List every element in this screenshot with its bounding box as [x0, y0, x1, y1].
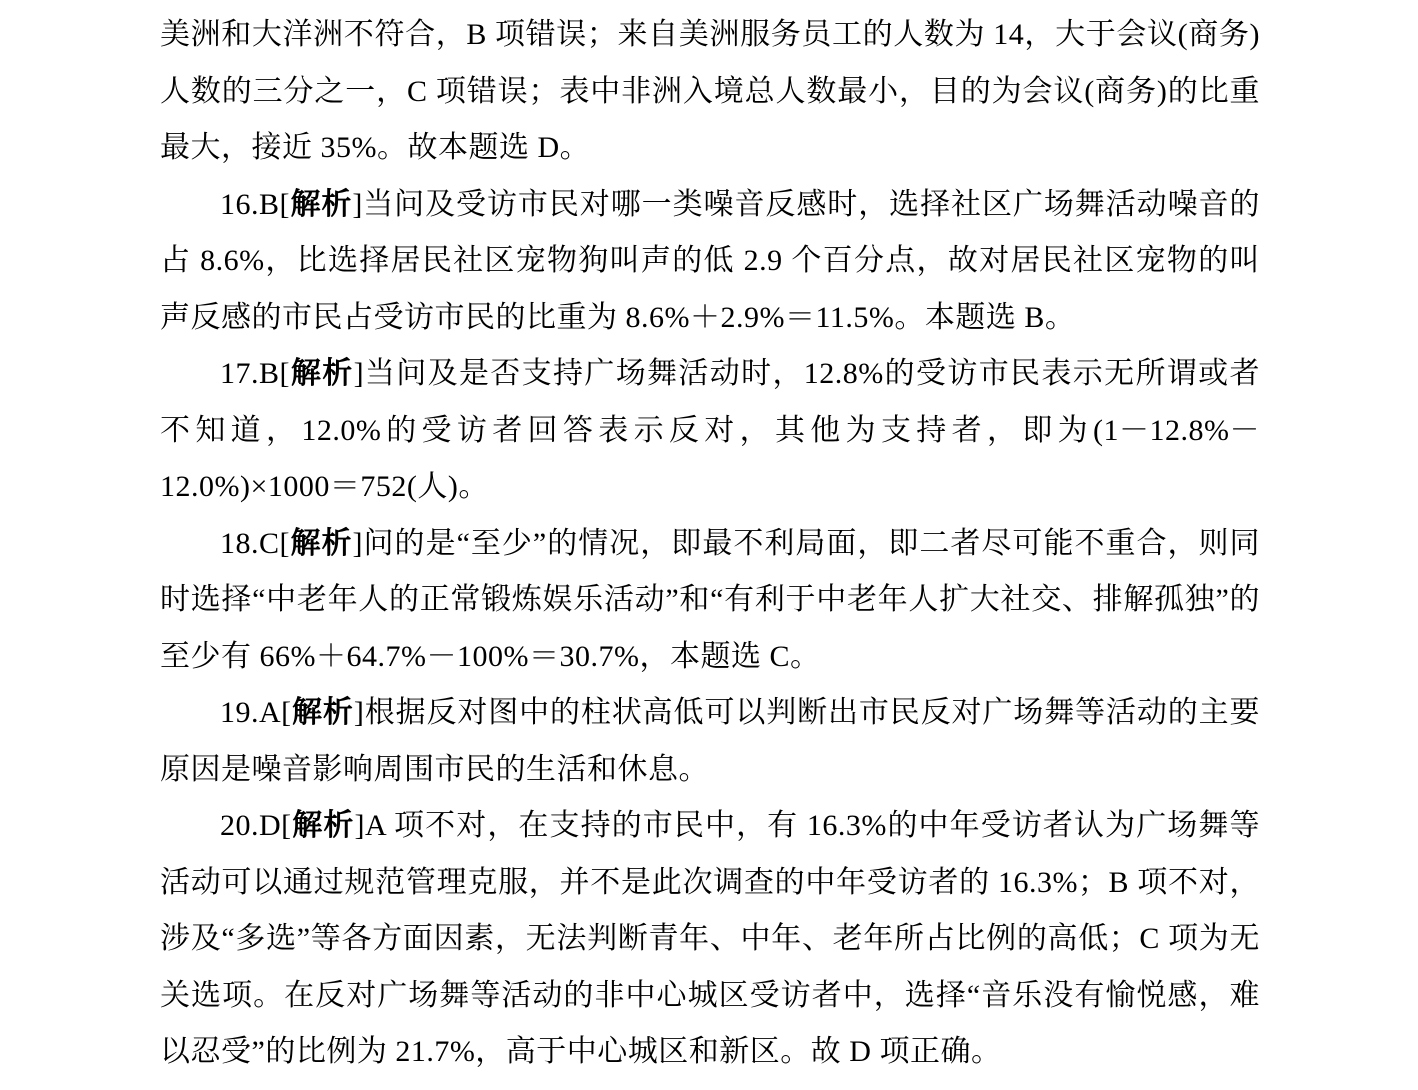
paragraph-text: ]当问及受访市民对哪一类噪音反感时，选择社区广场舞活动噪音的占 8.6%，比选择居民社区宠物狗叫声的低 2.9 个百分点，故对居民社区宠物的叫声反感的市民占受访市民的比重为 8.6%＋2.9%＝11.5%。本题选 B。 — [160, 187, 1260, 334]
answer-number-label: 17.B[ — [220, 357, 290, 390]
answer-number-label: 16.B[ — [220, 187, 290, 221]
paragraph-answer-17 — [160, 346, 1260, 516]
paragraph-text: 美洲和大洋洲不符合，B 项错误；来自美洲服务员工的人数为 14，大于会议(商务)人数的三分之一，C 项错误；表中非洲入境总人数最小，目的为会议(商务)的比重最大，接近 35%。故本题选 D。 — [160, 18, 1260, 164]
analysis-tag: 解析 — [290, 525, 353, 561]
paragraph-text: ]根据反对图中的柱状高低可以判断出市民反对广场舞等活动的主要原因是噪音影响周围市民的生活和休息。 — [160, 696, 1261, 786]
analysis-tag: 解析 — [290, 186, 353, 222]
paragraph-answer-18 — [160, 516, 1260, 686]
answer-number-label: 20.D[ — [220, 809, 292, 842]
analysis-tag: 解析 — [291, 695, 354, 730]
paragraph-answer-15-continuation — [160, 7, 1260, 177]
answer-number-label: 18.C[ — [220, 526, 290, 560]
paragraph-text: ]问的是“至少”的情况，即最不利局面，即二者尽可能不重合，则同时选择“中老年人的正常锻炼娱乐活动”和“有利于中老年人扩大社交、排解孤独”的至少有 66%＋64.7%－100%＝30.7%，本题选 C。 — [160, 526, 1261, 673]
paragraph-text: ]A 项不对，在支持的市民中，有 16.3%的中年受访者认为广场舞等活动可以通过规范管理克服，并不是此次调查的中年受访者的 16.3%；B 项不对，涉及“多选”等各方面因素，无法判断青年、中年、老年所占比例的高低；C 项为无关选项。在反对广场舞等活动的非中心城区受访者中，选择“音乐没有愉悦感，难以忍受”的比例为 21.7%，高于中心城区和新区。故 D 项正确。 — [160, 809, 1261, 1068]
paragraph-answer-16 — [160, 177, 1260, 347]
paragraph-text: ]当问及是否支持广场舞活动时，12.8%的受访市民表示无所谓或者不知道，12.0%的受访者回答表示反对，其他为支持者，即为(1－12.8%－12.0%)×1000＝752(人)。 — [160, 357, 1261, 503]
paragraph-answer-19 — [160, 685, 1260, 798]
analysis-tag: 解析 — [291, 808, 355, 843]
answer-number-label: 19.A[ — [220, 696, 292, 729]
paragraph-answer-20 — [160, 798, 1260, 1081]
analysis-tag: 解析 — [290, 356, 354, 391]
